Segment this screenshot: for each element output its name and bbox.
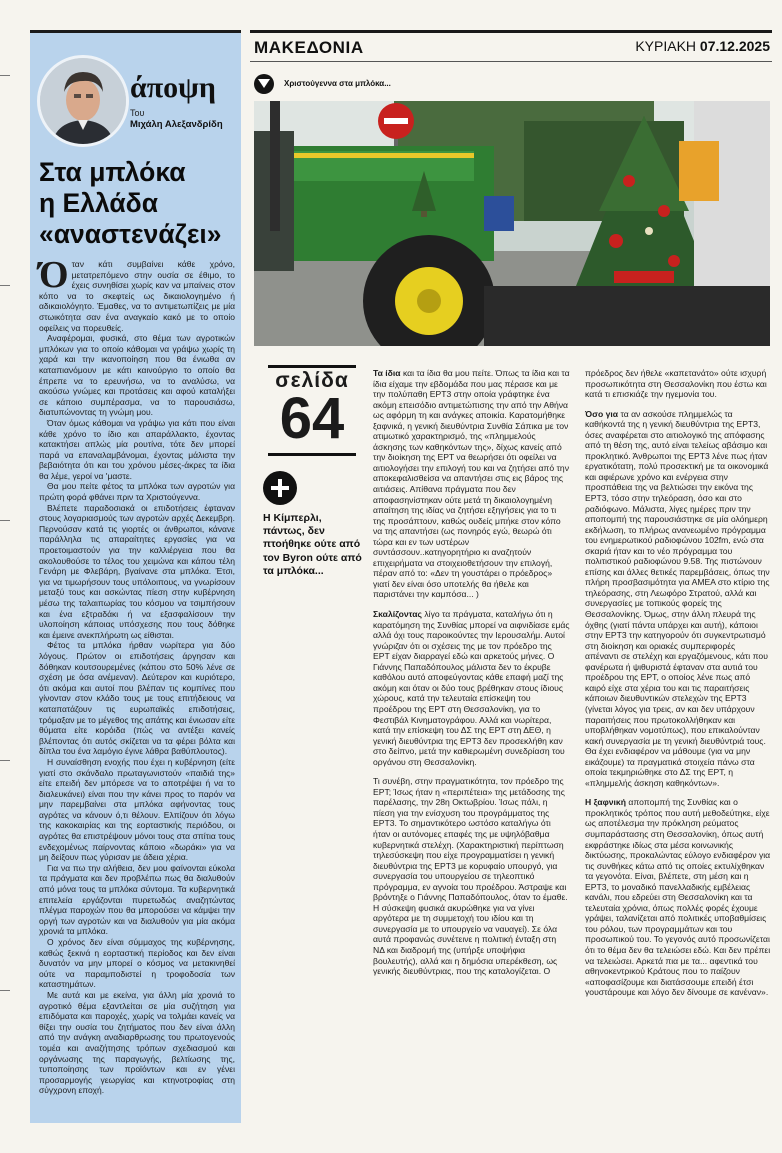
- paragraph-text: και τα ίδια θα μου πείτε. Όπως τα ίδια και τα ίδια είχαμε την εβδομάδα που μας πέρασε και με την πολύπαθη ΕΡΤ3 στην οποία γράφτηκε ένα ακόμη επεισόδιο αντιμετώπισης την από την Αθήνα ως αφόρμη τη και ανάγκες αποικία. Καρατομήθηκε ξαφνικά, η γενική διευθύντρια Συνθία Σάπικα με τον ατιμωτικό χαρακτηρισμό, της «πλημμελούς άσκησης των καθηκόντων της», δίχως κανείς από την διοίκηση της ΕΡΤ να θεωρήσει ότι οφείλει να αιτιολογήσει την επιλογή του και να ζητήσει από την αποκεφαλισθείσα να απαντήσει στις εις βάρος της αιτιάσεις. Απίθανα πράγματα που δεν αποφασηνίστηκαν ούτε μετά τη δικαιολογημένη απαίτηση της ιδίας να ζητήσει εξηγήσεις για το τι της προσάπτουν, καθώς ουδείς μπήκε στον κόπο να της απαντήσει (ως πονηρός εγώ, θεωρώ ότι τώρα και εν των υστέρων συντάσσουν..κατηγορητήριο κι αναζητούν επιχειρήματα να στοιχειοθετήσουν την επιλογή, πέραν από το: «Δεν τη γουστάρει ο πρόεδρος» γιατί δεν είναι όσο υποτελής θα ήθελε και παριστάνει την καμπόσα... ): [373, 368, 570, 600]
- article-paragraph: [585, 368, 771, 400]
- masthead-underline: [250, 61, 772, 62]
- headline-line: «αναστενάζει»: [39, 219, 222, 249]
- opinion-paragraph: Η συναίσθηση ενοχής που έχει η κυβέρνηση (είτε γιατί στο σκάνδαλο πρωταγωνιστούν «παιδιά της» είτε επειδή δεν μπόρεσε να το αποτρέψει ή να το διαλευκάνει) είναι που την κάνει προς το παρόν να μην παρεμβαίνει στα μπλόκα αφήνοντας τους αγρότες να κάνουν ό,τι θέλουν. Ελπίζουν ότι λόγω της κακοκαιρίας και της εορταστικής περιόδου, οι αγρότες θα επιστρέψουν μόνοι τους στα σπίτια τους ενδεχομένως παίρνοντας κάποιο «δωράκι» για να μη δείξουν πως γύρισαν με άδεια χέρια.: [39, 756, 235, 863]
- paragraph-lead: Όσο για: [585, 408, 619, 419]
- article-column-right: [585, 368, 771, 1007]
- paragraph-text: πρόεδρος δεν ήθελε «καπετανάτο» ούτε ισχυρή προσωπικότητα στη Θεσσαλονίκη που έστω και κατά τι επισκιάζε την ηγεμονία του.: [585, 368, 767, 400]
- section-name: ΜΑΚΕΔΟΝΙΑ: [254, 38, 364, 57]
- opinion-paragraph: Όταν όμως κάθομαι να γράψω για κάτι που είναι κάθε χρόνο το ίδιο και απαράλλακτο, έχοντας κατακτήσει απλώς μία ρουτίνα, τότε δεν μπορεί παρά να επαναλαμβάνομαι, έχοντας μάλιστα την βεβαιότητα ότι και του χρόνου μέσες-άκρες τα ίδια θα λέμε, γεροί να 'μαστε.: [39, 417, 235, 481]
- article-paragraph: [373, 368, 570, 600]
- margin-mark: [0, 520, 10, 521]
- margin-mark: [0, 760, 10, 761]
- article-column-middle: [373, 368, 570, 986]
- chevron-down-icon: [254, 74, 274, 94]
- article-paragraph: [585, 797, 771, 997]
- paragraph-lead: Τα ίδια: [373, 368, 401, 378]
- article-paragraph: [373, 776, 570, 976]
- paragraph-text: λίγο τα πράγματα, καταλήγω ότι η καρατόμηση της Συνθίας μπορεί να αιφνιδίασε εμάς αλλά όχι τους παροικούντες την Ιερουσαλήμ. Αυτοί γνώριζαν ότι οι σχέσεις της με τον πρόεδρο της ΕΡΤ είχαν διαρραγεί εδώ και αρκετούς μήνες. Ο Γιάννης Παπαδόπουλος μάλιστα δεν το έκρυβε καθόλου αυτό αποφεύγοντας κάθε επαφή μαζί της ακόμη και όταν οι δύο τους βρέθηκαν στους ίδιους χώρους, κατά την τελευταία επίσκεψη του προέδρου της ΕΡΤ στη Θεσσαλονίκη, για το Φεστιβάλ Κινηματογράφου. Αλλά και νωρίτερα, κατά την επίσκεψη του ΔΣ της ΕΡΤ στη ΔΕΘ, η γενική διευθύντρια της ΕΡΤ3 δεν προσεκλήθη καν στο δείπνο, μετά την καθιερωμένη συνεδρίαση του οργάνου στη Θεσσαλονίκη.: [373, 609, 570, 767]
- paragraph-text: Τι συνέβη, στην πραγματικότητα, τον πρόεδρο της ΕΡΤ; Ίσως ήταν η «περιπέτεια» της μετάδοσης της παρέλασης, την 28η Οκτωβρίου. Ίσως πάλι, η πίεση για την ενίσχυση του προγράμματος της ΕΡΤ3. Το σημαντικότερο ωστόσο καταλήγω ότι ήταν οι αυτόνομες επαφές της με υψηλόβαθμα κυβερνητικά στελέχη. (Χαρακτηριστική περίπτωση τηλεσύσκεψη που είχε προγραμματίσει η γενική διευθύντρια της ΕΡΤ3 με κορυφαίο υπουργό, για συνεργασία του υπουργείου σε τηλεοπτικό πρόγραμμα, εν αγνοία του προέδρου. Άστραψε και βρόντηξε ο Γιάννης Παπαδόπουλος, όταν το έμαθε. Η σύσκεψη φυσικά ακυρώθηκε για να γίνει αργότερα με τη συμμετοχή του ιδίου και τη συνεργασία με το υπουργείο να ναυαγεί). Σε όλα αυτά προφανώς συνέτεινε η πολιτική ένταξη στη ΝΔ και διαδρομή της (υπήρξε υποψήφια βουλευτής), αλλά και η δημόσια υπερέκθεση, ως γενικής διευθύντριας, που της καταλογίζεται. Ο: [373, 776, 568, 977]
- opinion-paragraph: Φέτος τα μπλόκα ήρθαν νωρίτερα για δύο λόγους. Πρώτον οι επιδοτήσεις άργησαν και δόθηκαν κουτσουρεμένες (κάπου στο 50% λένε σε σχέση με όσα ανέμεναν). Δεύτερον και κυριότερο, ότι ακόμα και αυτοί που βλέπαν τις κομπίνες που γίνονταν στον κλάδο τους με τους επιτήδειους να καταπατάζουν τις ευρωπαϊκές επιδοτήσεις, τρόμαξαν με το μέγεθος της απάτης και ένιωσαν είτε θύματα είτε κορόιδα (πώς να αντέξει κανείς βλέποντας ότι αυτός σκίζεται να τα φέρει βόλτα και δίπλα του ένα λαμόγιο έγινε λάθρα βαθύπλουτος).: [39, 640, 235, 757]
- opinion-headline: [39, 157, 234, 250]
- dropcap: Ό: [39, 254, 69, 296]
- day: ΚΥΡΙΑΚΗ: [635, 38, 697, 54]
- opinion-paragraph: Αναφέρομαι, φυσικά, στο θέμα των αγροτικών μπλόκων για το οποίο κάθομαι να γράψω χωρίς τη χαρά και την ικανοποίηση που θα ένιωθα αν καταπιανόμουν με κάτι καινούργιο το οποίο θα έπρεπε να το ερευνήσω, να το αναλύσω, να ακούσω γνώμες και προτάσεις και αφού καταλήξει σε κάποιο συμπέρασμα, να το παρουσιάσω, διατυπώνοντας τη γνώμη μου.: [39, 333, 235, 418]
- plus-icon: [263, 471, 297, 505]
- article-photo-tractors: [254, 101, 770, 346]
- article-paragraph: [373, 609, 570, 767]
- opinion-paragraph: Θα μου πείτε φέτος τα μπλόκα των αγροτών για πρώτη φορά φθάνει πριν τα Χριστούγεννα.: [39, 481, 235, 503]
- opinion-paragraph: ταν κάτι συμβαίνει κάθε χρόνο, μετατρεπόμενο στην ουσία σε έθιμο, το έχεις συνηθίσει χωρίς καν να μπαίνεις στον κόπο να το σκεφτείς ως δικαιολογημένο ή αδικαιολόγητο. Έμαθες, να το αντιμετωπίζεις με μία στωικότητα σαν ένα αναγκαίο κακό με το οποίο οφείλεις να πορευθείς.: [39, 259, 235, 333]
- sidebar-quote: Η Κίμπερλι, πάντως, δεν πτοήθηκε ούτε από τον Byron ούτε από τα μπλόκα...: [263, 512, 362, 577]
- opinion-paragraph: Με αυτά και με εκείνα, για άλλη μία χρονιά το αγροτικό θέμα εξαντλείται σε μία συζήτηση για επιδόματα και παροχές, χωρίς να τολμάει κανείς να θίξει την ουσία του ζητήματος που δεν είναι άλλη από την ανάγκη αναδιαρθρωσης του πρωτογενούς τομέα και αναζήτησης τρόπων σχεδιασμού και οργάνωσης της παραγωγής, βελτίωσης της, τυποποίησης των προϊόντων και εν γένει προσαρμογής γεωργίας και κτηνοτροφίας στη σύγχρονη εποχή.: [39, 989, 235, 1096]
- paragraph-text: αποπομπή της Συνθίας και ο προκλητικός τρόπος που αυτή μεθοδεύτηκε, είχε ως αποτέλεσμα την πρόκληση ρεύματος συμπαράστασης στη Θεσσαλονίκη, όπως αυτή εκφράστηκε ιδίως στα μέσα κοινωνικής δικτύωσης, προκαλώντας εύλογο ενδιαφέρον για τις συνθήκες κάτω από τις οποίες εκτυλίχθηκαν τα γεγονότα. Είναι, βλέπετε, στη μέση και η ΕΡΤ3, το μοναδικό πανελλαδικής εμβέλειας κανάλι, που εδρεύει στη Θεσσαλονίκη και τα τελευταία χρόνια, όπως πολλές φορές έχουμε γράψει, ταλανίζεται από πολιτικές υποβαθμίσεις του ρόλου, των προγραμμάτων και του προσωπικού του. Το γεγονός αυτό προσωνίζεται ότι το θέμα δεν θα τελειώσει εδώ. Και δεν πρέπει να τελειώσει. Αρκετά πια με τα... αφεντικά του αθηνοκεντρικού Κράτους που το παίζουν «αποφασίζουμε και διατάσσουμε επειδή έτσι γουστάρουμε και λόγο δεν δίνουμε σε κανέναν».: [585, 797, 771, 998]
- masthead-rule: [250, 30, 772, 33]
- opinion-paragraph: Για να πω την αλήθεια, δεν μου φαίνονται εύκολα τα πράγματα και δεν προβλέπω πως θα διαλυθούν από μόνα τους τα μπλόκα σύντομα. Τα κυβερνητικά επιτελεία εργάζονται πυρετωδώς αναζητώντας πλέγμα παροχών που θα μπορούσει να κάμψει την οργή των αγροτών και να διαλυθούν για μία ακόμα χρονιά τα μπλόκα.: [39, 862, 235, 937]
- dateline: [635, 38, 770, 54]
- badge-rule: [268, 453, 356, 456]
- paragraph-lead: Η ξαφνική: [585, 797, 626, 808]
- opinion-column: [30, 33, 241, 1123]
- date: 07.12.2025: [699, 38, 770, 54]
- paragraph-text: τα αν ασκούσε πλημμελώς τα καθήκοντά της η γενική διευθύντρια της ΕΡΤ3, όσες αναφέρεται στο αιτιολογικό της απόφασης από τη θέση της, αυτό είναι τελείως αβάσιμο και προκλητικό. Άνθρωποι της ΕΡΤ3 λένε πως ήταν εργατικότατη, πολύ προσεκτική με τα οικονομικά και αφιέρωνε χρόνο και ενέργεια στην προσπάθεια της να βελτιώσει την εικόνα της ΕΡΤ3, τόσο στην τηλεόραση, όσο και στο ραδιόφωνο. Μάλιστα, λίγες ημέρες πριν την αποπομπή της παρουσιάστηκε σε μία ολόημερη εκδήλωση, το πλήρως ανανεωμένο πρόγραμμα του ενημερωτικού ραδιοφώνου 102fm, ενώ στα σκαριά ήταν και το νέο πρόγραμμα του πολιτιστικού ραδιοφώνου 9.58. Της πιστώνουν επίσης και άλλες θετικές παρεμβάσεις, όπως την πλήρη προσβασιμότητα για ΑΜΕΑ στο κτίριο της τηλεόρασης, στη Λεωφόρο Στρατού, αλλά και συνεργασίες με τοπικούς φορείς της Θεσσαλονίκης. Όμως, στην άλλη πλευρά της όχθης (γιατί πάντα υπάρχει και αυτή), κάποιοι στην ΕΡΤ3 την κατηγορούν ότι συγκεντρωτισμό στη διοίκηση και οριακές συμπεριφορές απέναντι σε στελέχη και εργαζόμενους, κάτι που φανέρωτα ή ψιθυριστά έφταναν στα αυτιά του προέδρου της ΕΡΤ, ο οποίος λένε πως από καιρό είχε στα χέρια του και τις παραιτήσεις κάποιων διευθυντικών στελεχών της ΕΡΤ3 (γίνεται λόγος για τρεις, αν και δεν υπάρχουν παραιτήσεις που πρωτοκολλήθηκαν και υποβλήθηκαν νομοτύπως), που επικαλούνταν κακή συνεργασία με τη γενική διευθύντριά τους. Θα έχει ενδιαφέρον να μάθουμε (για να μην εικάζουμε) τα πραγματικά στοιχεία πάνω στα οποία τεκμηριώθηκε στο ΔΣ της ΕΡΤ, η «πλημμελής άσκηση καθηκόντων».: [585, 408, 770, 788]
- author-prefix: Του: [130, 108, 145, 118]
- article-paragraph: [585, 409, 771, 789]
- headline-line: η Ελλάδα: [39, 188, 159, 218]
- author-avatar: [37, 55, 129, 147]
- opinion-body: [39, 254, 235, 1096]
- badge-number: 64: [279, 386, 345, 451]
- article-kicker: Χριστούγεννα στα μπλόκα...: [284, 79, 391, 88]
- badge-rule: [268, 365, 356, 368]
- badge-label: σελίδα: [275, 369, 349, 392]
- margin-mark: [0, 75, 10, 76]
- page-reference-badge: [268, 365, 356, 451]
- headline-line: Στα μπλόκα: [39, 157, 186, 187]
- margin-mark: [0, 990, 10, 991]
- opinion-paragraph: Βλέπετε παραδοσιακά οι επιδοτήσεις έφταναν στους λογαριασμούς των αγροτών αρχές Δεκεμβρη. Περνούσαν κατά τις γιορτές οι άνθρωποι, κάνανε παράλληλα τις απαραίτητες εργασίες για να προετοιμαστούν για την καλλιέργεια που θα ακολουθούσε το τέλος του χειμώνα και κάπου τέλη Γενάρη με Φλεβάρη, βγαίνανε στα μπλόκα. Έτσι, για να τιμωρήσουν τους υπόλοιπους, να γνωρίσουν μεταξύ τους και ασκώντας πίεση στην κυβέρνηση μέσω της ταλαιπωρίας του κόσμου να τσιμπήσουν και ένα εξτραδάκι ή να εξασφαλίσουν την υλοποίηση κάποιας υπόσχεσης που τους δόθηκε και έμεινε ανεκπλήρωτη ως είθισται.: [39, 502, 235, 640]
- author-name: Μιχάλη Αλεξανδρίδη: [130, 119, 223, 130]
- opinion-tag: άποψη: [130, 71, 216, 104]
- paragraph-lead: Σκαλίζοντας: [373, 609, 422, 620]
- margin-mark: [0, 285, 10, 286]
- opinion-paragraph: Ο χρόνος δεν είναι σύμμαχος της κυβέρνησης, καθώς ξεκινά η εορταστική περίοδος και δεν είναι δυνατόν να μην μπορεί ο κόσμος να μετακινηθεί ούτε να παραμποδιστεί η τροφοδοσία των καταστημάτων.: [39, 937, 235, 990]
